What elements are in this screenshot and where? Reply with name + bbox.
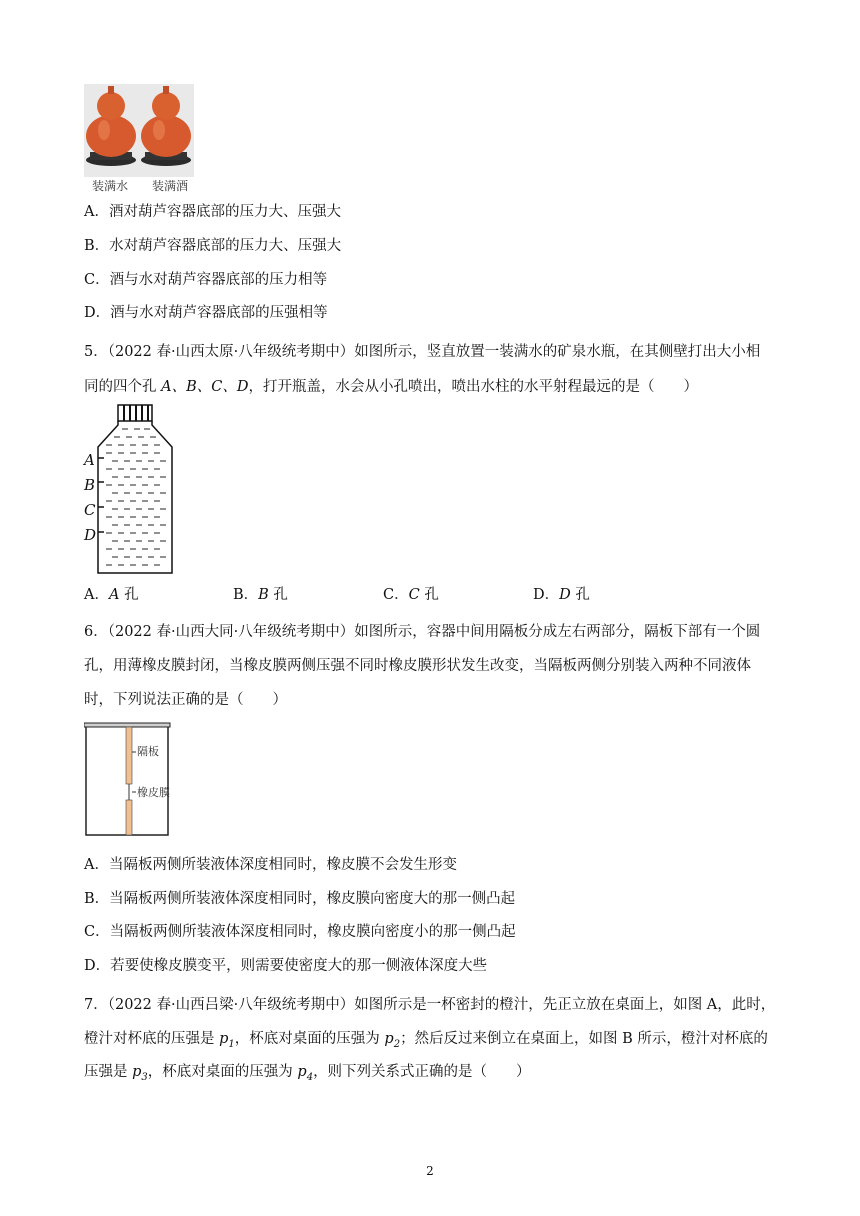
q5-option-d: D．D 孔: [533, 587, 590, 603]
q4-option-d: D．酒与水对葫芦容器底部的压强相等: [84, 305, 328, 321]
q4-option-c: C．酒与水对葫芦容器底部的压力相等: [84, 272, 328, 288]
q6-option-b: B．当隔板两侧所装液体深度相同时，橡皮膜向密度大的那一侧凸起: [84, 891, 516, 907]
hole-label-a: A: [84, 451, 95, 469]
q7-stem-line-1: 7．（2022 春·山西吕梁·八年级统考期中）如图所示是一杯密封的橙汁，先正立放在桌面上，如图 A，此时，: [84, 997, 776, 1013]
gourd-figure: [84, 84, 194, 194]
var-p3: $p_3$: [132, 1064, 148, 1083]
q7-stem-line-3: 压强是 $p_3$，杯底对桌面的压强为 $p_4$，则下列关系式正确的是（ ）: [84, 1064, 531, 1083]
membrane-label: 橡皮膜: [137, 786, 170, 799]
q6-option-c: C．当隔板两侧所装液体深度相同时，橡皮膜向密度小的那一侧凸起: [84, 924, 516, 940]
q6-stem-line-3: 时，下列说法正确的是（ ）: [84, 692, 287, 708]
partition-label: 隔板: [137, 745, 159, 758]
page-number: 2: [426, 1164, 434, 1178]
hole-label-b: B: [84, 476, 96, 494]
q6-option-a: A．当隔板两侧所装液体深度相同时，橡皮膜不会发生形变: [84, 857, 457, 873]
q5-stem-line-1: 5．（2022 春·山西太原·八年级统考期中）如图所示，竖直放置一装满水的矿泉水瓶，在其侧壁打出大小相: [84, 344, 761, 360]
gourd-label-water: 装满水: [92, 179, 129, 193]
q5-stem-line-2: 同的四个孔 A、B、C、D，打开瓶盖，水会从小孔喷出，喷出水柱的水平射程最远的是（ ）: [84, 379, 698, 395]
q4-option-a: A．酒对葫芦容器底部的压力大、压强大: [84, 204, 341, 220]
gourd-label-wine: 装满酒: [152, 179, 189, 193]
q6-stem-line-2: 孔，用薄橡皮膜封闭，当橡皮膜两侧压强不同时橡皮膜形状发生改变，当隔板两侧分别装入两种不同液体: [84, 658, 751, 674]
q5-option-c: C．C 孔: [383, 587, 439, 603]
var-p1: $p_1$: [219, 1031, 235, 1050]
hole-label-d: D: [84, 526, 97, 544]
q7-stem-line-2: 橙汁对杯底的压强是 $p_1$，杯底对桌面的压强为 $p_2$；然后反过来倒立在桌面上，如图 B 所示，橙汁对杯底的: [84, 1031, 768, 1050]
var-p2: $p_2$: [384, 1031, 401, 1050]
q6-option-d: D．若要使橡皮膜变平，则需要使密度大的那一侧液体深度大些: [84, 958, 488, 974]
q6-stem-line-1: 6．（2022 春·山西大同·八年级统考期中）如图所示，容器中间用隔板分成左右两部分，隔板下部有一个圆: [84, 624, 761, 640]
hole-label-c: C: [84, 501, 96, 519]
q5-option-a: A．A 孔: [84, 587, 139, 603]
bottle-figure: [84, 403, 180, 575]
q5-option-b: B．B 孔: [233, 587, 288, 603]
container-figure: [84, 722, 176, 838]
var-p4: $p_4$: [297, 1064, 314, 1083]
q4-option-b: B．水对葫芦容器底部的压力大、压强大: [84, 238, 342, 254]
